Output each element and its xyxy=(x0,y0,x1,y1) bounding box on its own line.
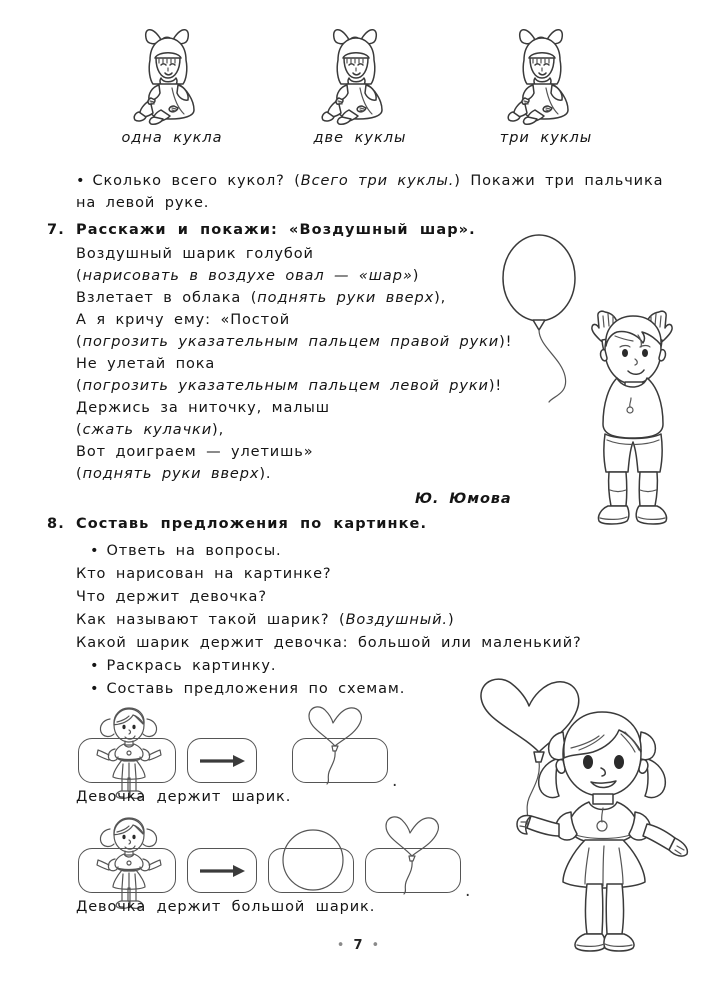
task8-bullet2 xyxy=(90,655,276,677)
poem-tail: )! xyxy=(488,378,503,394)
poem-plain: Воздушный шарик голубой xyxy=(76,246,314,262)
task7-poem-line-2 xyxy=(76,265,419,287)
doll-cell-1 xyxy=(92,18,252,146)
arrow-right-icon xyxy=(200,753,246,769)
task7-poem-line-10 xyxy=(76,441,314,463)
poem-plain: А я кричу ему: «Постой xyxy=(76,312,291,328)
task8-bullet2-text: Раскрась картинку. xyxy=(106,658,277,674)
doll-question-answer: Всего три куклы. xyxy=(300,173,455,189)
task8-bullet3-text: Составь предложения по схемам. xyxy=(106,681,406,697)
doll-question-line2: на левой руке. xyxy=(76,195,210,211)
question-plain: Что держит девочка? xyxy=(76,589,267,605)
poem-plain: Не улетай пока xyxy=(76,356,216,372)
girl-standing-icon xyxy=(93,703,165,785)
bullet-icon: • xyxy=(90,658,100,674)
poem-plain: Держись за ниточку, малыш xyxy=(76,400,330,416)
page-number: 7 xyxy=(353,938,366,953)
poem-em: погрозить указательным пальцем левой руки xyxy=(82,378,489,394)
task7-poem-line-4 xyxy=(76,309,290,331)
task7-number: 7. xyxy=(47,222,65,238)
doll-sitting-icon xyxy=(502,18,590,128)
task7-poem-line-11 xyxy=(76,463,271,485)
task7-poem-line-1 xyxy=(76,243,314,265)
poem-tail: ), xyxy=(212,422,225,438)
poem-em: поднять руки вверх xyxy=(82,466,260,482)
poem-em: сжать кулачки xyxy=(82,422,213,438)
big-circle-icon xyxy=(281,828,345,892)
doll-cell-3 xyxy=(466,18,626,146)
doll-caption-1: одна кукла xyxy=(121,130,223,146)
doll-sitting-icon xyxy=(316,18,404,128)
question-tail: ) xyxy=(447,612,455,628)
task8-title: Составь предложения по картинке. xyxy=(76,516,428,532)
scheme-1-period: . xyxy=(392,771,398,791)
task7-title: Расскажи и покажи: «Воздушный шар». xyxy=(76,222,476,238)
task7-author: Ю. Юмова xyxy=(415,491,512,507)
task8-question-2 xyxy=(76,586,267,608)
task8-bullet3 xyxy=(90,678,405,700)
task8-question-4 xyxy=(76,632,582,654)
bullet-icon: • xyxy=(76,173,86,189)
poem-em: нарисовать в воздухе овал — «шар» xyxy=(82,268,413,284)
bullet-icon: • xyxy=(90,543,100,559)
poem-plain: ( xyxy=(76,268,83,284)
scheme-1-caption: Девочка держит шарик. xyxy=(76,789,292,805)
heart-balloon-icon xyxy=(305,702,367,786)
poem-tail: ), xyxy=(434,290,447,306)
poem-plain: ( xyxy=(76,422,83,438)
doll-sitting-icon xyxy=(128,18,216,128)
scheme-2-period: . xyxy=(465,881,471,901)
poem-plain: ( xyxy=(76,466,83,482)
doll-cell-2 xyxy=(280,18,440,146)
task8-question-3 xyxy=(76,609,455,631)
question-plain: Кто нарисован на картинке? xyxy=(76,566,332,582)
heart-balloon-icon xyxy=(382,812,444,896)
task8-number: 8. xyxy=(47,516,65,532)
doll-row xyxy=(0,18,719,168)
task7-poem-line-5 xyxy=(76,331,512,353)
task8-bullet1 xyxy=(90,540,282,562)
task8-bullet1-text: Ответь на вопросы. xyxy=(106,543,282,559)
task7-poem-line-9 xyxy=(76,419,224,441)
question-plain: Как называют такой шарик? ( xyxy=(76,612,346,628)
task7-poem-line-6 xyxy=(76,353,215,375)
girl-with-heart-balloon-icon xyxy=(467,672,715,952)
page-footer xyxy=(0,938,719,953)
poem-em: поднять руки вверх xyxy=(257,290,435,306)
doll-caption-2: две куклы xyxy=(313,130,407,146)
task7-poem-line-7 xyxy=(76,375,502,397)
footer-dot-left: • xyxy=(336,938,348,953)
poem-plain: ( xyxy=(76,334,83,350)
question-plain: Какой шарик держит девочка: большой или маленький? xyxy=(76,635,582,651)
arrow-right-icon xyxy=(200,863,246,879)
task7-poem-line-8 xyxy=(76,397,330,419)
poem-tail: )! xyxy=(499,334,513,350)
doll-question-part-a: Сколько всего кукол? ( xyxy=(92,173,301,189)
question-em: Воздушный. xyxy=(345,612,448,628)
poem-tail: ) xyxy=(412,268,420,284)
doll-caption-3: три куклы xyxy=(499,130,593,146)
doll-question-part-b: ) Покажи три пальчика xyxy=(454,173,664,189)
poem-em: погрозить указательным пальцем правой руки xyxy=(82,334,500,350)
boy-with-balloon-icon xyxy=(487,228,712,478)
doll-question-line1 xyxy=(76,170,663,192)
poem-plain: Взлетает в облака ( xyxy=(76,290,258,306)
task8-question-1 xyxy=(76,563,332,585)
poem-tail: ). xyxy=(259,466,272,482)
task7-poem-line-3 xyxy=(76,287,446,309)
footer-dot-right: • xyxy=(371,938,383,953)
scheme-2-caption: Девочка держит большой шарик. xyxy=(76,899,376,915)
poem-plain: Вот доиграем — улетишь» xyxy=(76,444,314,460)
poem-plain: ( xyxy=(76,378,83,394)
girl-standing-icon xyxy=(93,813,165,895)
bullet-icon: • xyxy=(90,681,100,697)
